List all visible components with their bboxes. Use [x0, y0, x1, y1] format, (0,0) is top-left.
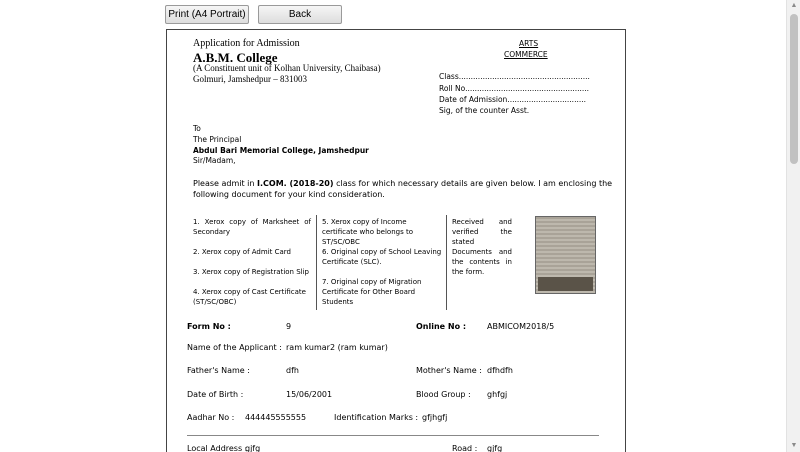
scrollbar-thumb[interactable]	[790, 14, 798, 164]
blood-group-value: ghfgj	[487, 390, 508, 399]
aadhar-value: 444445555555	[245, 413, 307, 422]
applicant-name-value: ram kumar2 (ram kumar)	[286, 343, 388, 352]
back-button[interactable]: Back	[258, 5, 342, 24]
college-affiliation: (A Constituent unit of Kolhan University, Chaibasa)	[193, 63, 381, 73]
stream-commerce: COMMERCE	[504, 50, 548, 59]
body-prefix: Please admit in	[193, 179, 258, 188]
father-name-label: Father's Name :	[187, 366, 250, 375]
doc-item-7: 7. Original copy of Migration Certificate for Other Board Students	[322, 278, 422, 306]
verification-note: Received and verified the stated Documents and the contents in the form.	[452, 218, 512, 276]
doc-item-4: 4. Xerox copy of Cast Certificate (ST/SC/OBC)	[193, 288, 306, 306]
local-address-label: Local Address :	[187, 444, 248, 452]
letter-to: To	[193, 124, 201, 133]
local-address-value: gjfg	[245, 444, 261, 452]
online-no-label: Online No :	[416, 322, 467, 331]
office-class-field: Class.......................................................	[439, 72, 590, 81]
blood-group-label: Blood Group :	[416, 390, 471, 399]
father-name-value: dfh	[286, 366, 299, 375]
identification-marks-label: Identification Marks :	[334, 413, 419, 422]
body-suffix: class for which necessary details are given below. I am enclosing the	[333, 179, 613, 188]
college-address: Golmuri, Jamshedpur – 831003	[193, 74, 307, 84]
office-signature-field: Sig, of the counter Asst.	[439, 106, 530, 115]
print-a4-portrait-button[interactable]: Print (A4 Portrait)	[165, 5, 249, 24]
table-divider-2	[446, 215, 447, 310]
office-roll-field: Roll No....................................................	[439, 84, 590, 93]
college-name: A.B.M. College	[193, 50, 278, 65]
dob-value: 15/06/2001	[286, 390, 333, 399]
office-date-field: Date of Admission.................................	[439, 95, 586, 104]
aadhar-label: Aadhar No :	[187, 413, 235, 422]
letter-body-line2: following document for your kind consideration.	[193, 190, 385, 199]
form-no-label: Form No :	[187, 322, 231, 331]
form-no-value: 9	[286, 322, 292, 331]
table-divider-1	[316, 215, 317, 310]
letter-recipient-college: Abdul Bari Memorial College, Jamshedpur	[193, 146, 369, 155]
section-divider	[187, 435, 599, 436]
dob-label: Date of Birth :	[187, 390, 244, 399]
road-value: gjfg	[487, 444, 503, 452]
applicant-name-label: Name of the Applicant :	[187, 343, 282, 352]
mother-name-label: Mother's Name :	[416, 366, 482, 375]
application-title: Application for Admission	[193, 38, 300, 49]
stream-arts: ARTS	[519, 39, 539, 48]
identification-marks-value: gfjhgfj	[422, 413, 448, 422]
letter-body-line1	[193, 179, 612, 188]
doc-item-5: 5. Xerox copy of Income certificate who belongs to ST/SC/OBC	[322, 218, 413, 246]
road-label: Road :	[452, 444, 478, 452]
admission-form-page	[166, 29, 626, 452]
doc-item-3: 3. Xerox copy of Registration Slip	[193, 268, 309, 276]
vertical-scrollbar[interactable]	[786, 0, 800, 452]
doc-item-1: 1. Xerox copy of Marksheet of Secondary	[193, 218, 311, 236]
course-name: I.COM. (2018-20)	[257, 179, 334, 188]
mother-name-value: dfhdfh	[487, 366, 513, 375]
letter-salutation: Sir/Madam,	[193, 156, 236, 165]
online-no-value: ABMICOM2018/5	[487, 322, 555, 331]
doc-item-6: 6. Original copy of School Leaving Certificate (SLC).	[322, 248, 442, 266]
letter-recipient: The Principal	[193, 135, 242, 144]
doc-item-2: 2. Xerox copy of Admit Card	[193, 248, 291, 256]
applicant-photo	[535, 216, 596, 294]
scroll-up-arrow-icon[interactable]: ▲	[790, 2, 798, 9]
scroll-down-arrow-icon[interactable]: ▼	[790, 442, 798, 449]
